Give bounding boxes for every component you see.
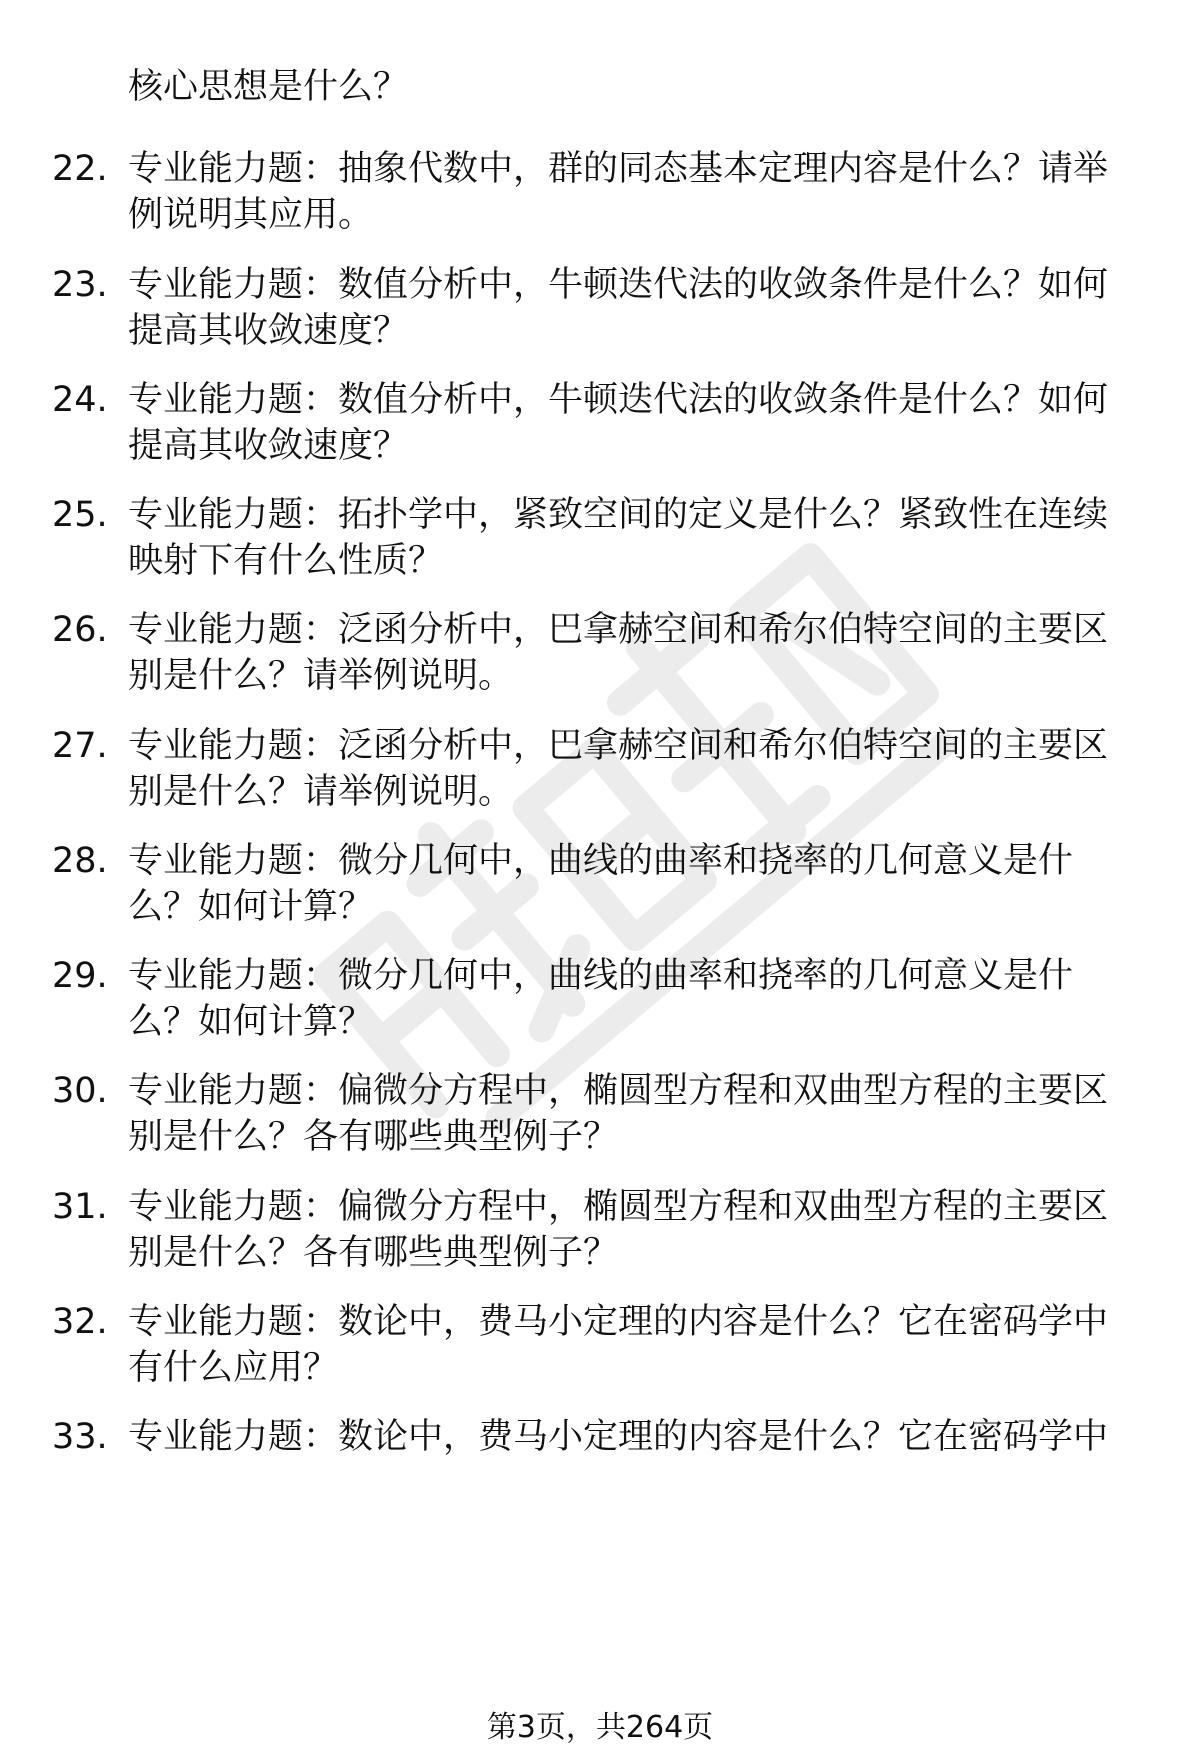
question-number: 30. (52, 1071, 108, 1111)
question-text (128, 1299, 1148, 1391)
question-line: 别是什么？请举例说明。 (128, 772, 514, 812)
question-text (128, 1184, 1148, 1276)
question-text (128, 146, 1148, 238)
question-text (128, 377, 1148, 469)
question-item (0, 723, 1200, 823)
question-line: 专业能力题：泛函分析中，巴拿赫空间和希尔伯特空间的主要区 (128, 726, 1109, 766)
question-number: 26. (52, 610, 108, 650)
question-number: 31. (52, 1187, 108, 1227)
question-text (128, 1068, 1148, 1160)
question-text (128, 262, 1148, 354)
question-item (0, 1299, 1200, 1399)
question-text (128, 607, 1148, 699)
question-line: 专业能力题：拓扑学中，紧致空间的定义是什么？紧致性在连续 (128, 495, 1109, 535)
question-line: 映射下有什么性质？ (128, 541, 444, 581)
question-item (0, 607, 1200, 707)
question-number: 32. (52, 1302, 108, 1342)
question-line: 专业能力题：抽象代数中，群的同态基本定理内容是什么？请举 (128, 149, 1109, 189)
question-item (0, 1414, 1200, 1514)
question-item (0, 262, 1200, 362)
question-line: 专业能力题：微分几何中，曲线的曲率和挠率的几何意义是什 (128, 956, 1074, 996)
question-number: 28. (52, 841, 108, 881)
question-number: 33. (52, 1417, 108, 1457)
question-item (0, 377, 1200, 477)
question-line: 专业能力题：数值分析中，牛顿迭代法的收敛条件是什么？如何 (128, 265, 1109, 305)
page-footer: 第3页，共264页 (486, 1710, 714, 1745)
question-item (0, 838, 1200, 938)
question-line: 专业能力题：偏微分方程中，椭圆型方程和双曲型方程的主要区 (128, 1187, 1109, 1227)
question-line: 提高其收敛速度？ (128, 426, 409, 466)
question-text (128, 1414, 1148, 1460)
question-item (0, 146, 1200, 246)
question-number: 25. (52, 495, 108, 535)
question-text (128, 838, 1148, 930)
question-line: 专业能力题：偏微分方程中，椭圆型方程和双曲型方程的主要区 (128, 1071, 1109, 1111)
question-line: 专业能力题：数值分析中，牛顿迭代法的收敛条件是什么？如何 (128, 380, 1109, 420)
question-line: 提高其收敛速度？ (128, 311, 409, 351)
question-text (128, 953, 1148, 1045)
question-item (0, 1068, 1200, 1168)
question-line: 别是什么？请举例说明。 (128, 656, 514, 696)
question-line: 别是什么？各有哪些典型例子？ (128, 1233, 619, 1273)
question-text (128, 492, 1148, 584)
question-line: 专业能力题：数论中，费马小定理的内容是什么？它在密码学中 (128, 1417, 1109, 1457)
question-line: 别是什么？各有哪些典型例子？ (128, 1117, 619, 1157)
question-number: 27. (52, 726, 108, 766)
question-line: 么？如何计算？ (128, 1002, 374, 1042)
question-line: 专业能力题：微分几何中，曲线的曲率和挠率的几何意义是什 (128, 841, 1074, 881)
question-number: 23. (52, 265, 108, 305)
question-item (0, 953, 1200, 1053)
question-number: 22. (52, 149, 108, 189)
question-text (128, 723, 1148, 815)
question-item (0, 1184, 1200, 1284)
question-line: 专业能力题：泛函分析中，巴拿赫空间和希尔伯特空间的主要区 (128, 610, 1109, 650)
question-line: 专业能力题：数论中，费马小定理的内容是什么？它在密码学中 (128, 1302, 1109, 1342)
question-line: 有什么应用？ (128, 1348, 339, 1388)
question-number: 29. (52, 956, 108, 996)
question-item (0, 492, 1200, 592)
question-line: 么？如何计算？ (128, 887, 374, 927)
continuation-text: 核心思想是什么？ (128, 67, 409, 107)
question-line: 例说明其应用。 (128, 195, 374, 235)
question-number: 24. (52, 380, 108, 420)
